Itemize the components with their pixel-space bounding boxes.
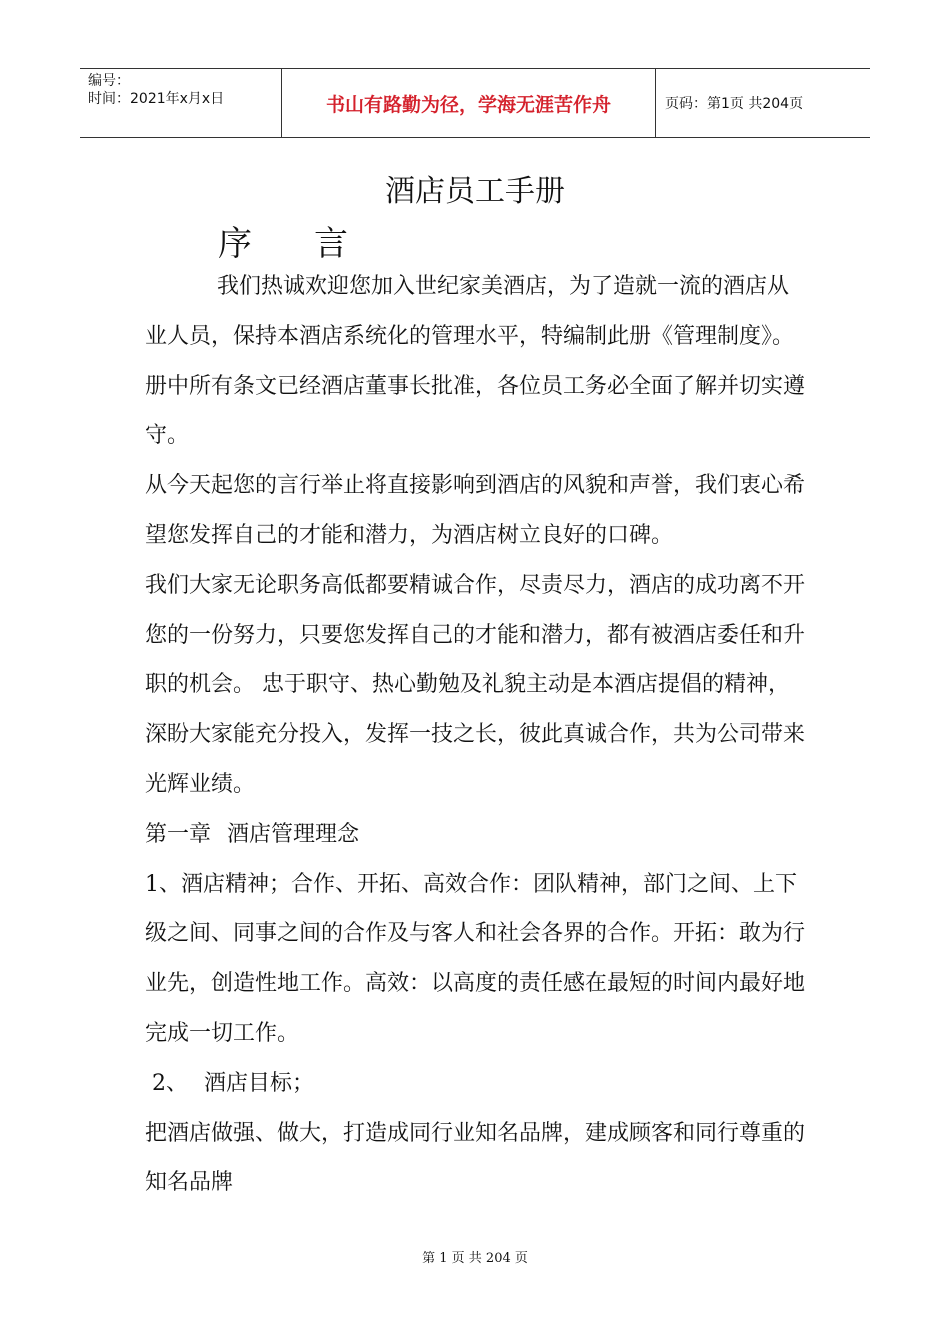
item-hotel-goal-text: 把酒店做强、做大，打造成同行业知名品牌，建成顾客和同行尊重的知名品牌 xyxy=(145,1120,806,1196)
chapter-heading xyxy=(145,810,810,860)
chapter-number: 第一章 xyxy=(145,821,212,847)
page-footer: 第 1 页 共 204 页 xyxy=(422,1251,528,1266)
chapter-name: 酒店管理理念 xyxy=(227,821,360,847)
item-hotel-goal-heading xyxy=(145,1059,810,1109)
document-body xyxy=(145,262,810,1208)
document-title: 酒店员工手册 xyxy=(385,174,565,209)
item-hotel-spirit: 1、酒店精神；合作、开拓、高效合作：团队精神，部门之间、上下级之间、同事之间的合作及与客人和社会各界的合作。开拓：敢为行业先，创造性地工作。高效：以高度的责任感在最短的时间内最好地完成一切工作。 xyxy=(145,871,806,1046)
date-line: 时间：2021年x月x日 xyxy=(88,91,225,107)
preface-heading: 序言 xyxy=(218,224,410,264)
number-label: 编号： xyxy=(88,73,130,89)
header-motto: 书山有路勤为径，学海无涯苦作舟 xyxy=(281,69,656,137)
item-goal-label: 酒店目标； xyxy=(204,1070,315,1096)
item-goal-number: 2、 xyxy=(152,1070,188,1096)
header-meta xyxy=(80,69,281,137)
page-header xyxy=(80,68,870,138)
paragraph-cooperation: 我们大家无论职务高低都要精诚合作，尽责尽力，酒店的成功离不开您的一份努力，只要您发挥自己的才能和潜力，都有被酒店委任和升职的机会。 忠于职守、热心勤勉及礼貌主动是本酒店提倡的精神，深盼大家能充分投入，发挥一技之长，彼此真诚合作，共为公司带来光辉业绩。 xyxy=(145,572,806,797)
paragraph-welcome: 我们热诚欢迎您加入世纪家美酒店，为了造就一流的酒店从业人员，保持本酒店系统化的管理水平，特编制此册《管理制度》。册中所有条文已经酒店董事长批准，各位员工务必全面了解并切实遵守。 xyxy=(145,274,806,449)
header-page-info: 页码：第1页 共204页 xyxy=(665,96,804,112)
paragraph-reputation: 从今天起您的言行举止将直接影响到酒店的风貌和声誉，我们衷心希望您发挥自己的才能和潜力，为酒店树立良好的口碑。 xyxy=(145,473,806,548)
